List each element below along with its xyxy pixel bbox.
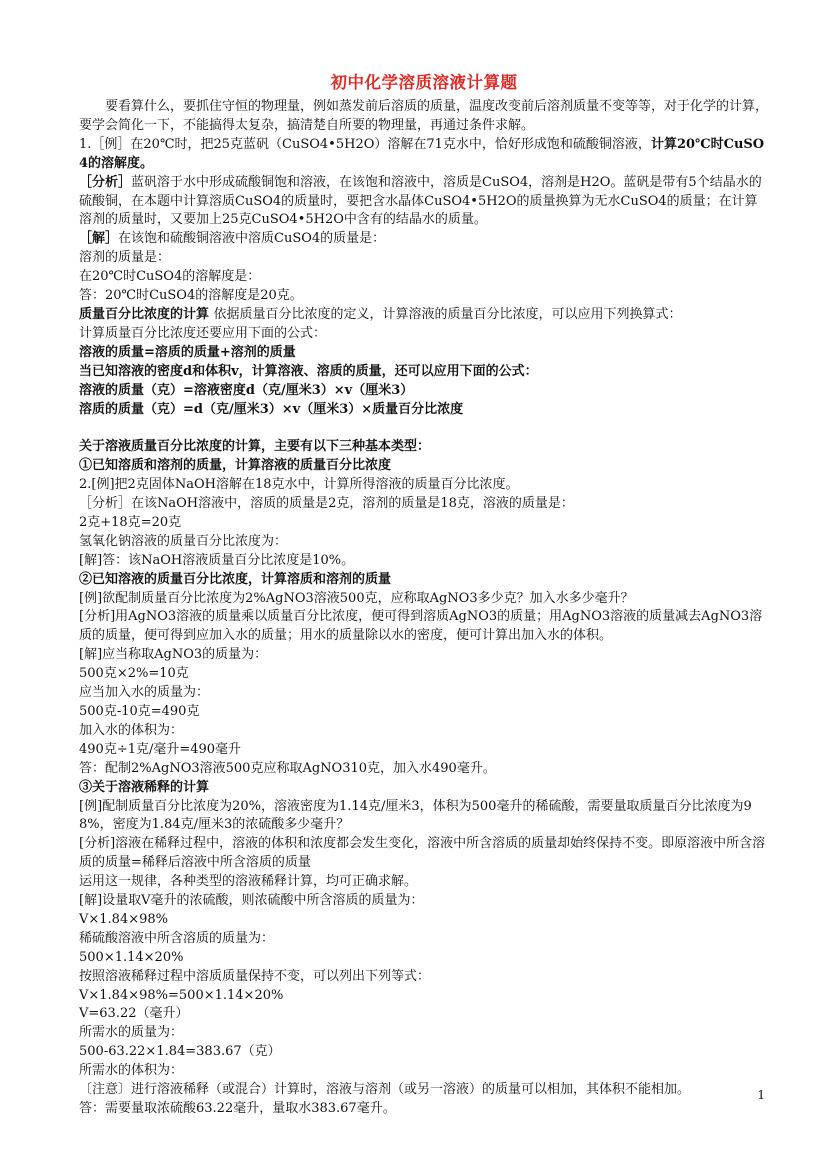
paragraph-line: 溶质的质量（克）=d（克/厘米3）×v（厘米3）×质量百分比浓度	[79, 401, 464, 417]
paragraph-line: [例]配制质量百分比浓度为20%，溶液密度为1.14克/厘米3，体积为500毫升的稀硫酸，需要量取质量百分比浓度为98%，密度为1.84克/厘米3的浓硫酸多少毫升？	[79, 798, 752, 833]
paragraph-line: ②已知溶液的质量百分比浓度，计算溶质和溶剂的质量	[79, 571, 392, 587]
paragraph-line: 1.［例］在20℃时，把25克蓝矾（CuSO4•5H2O）溶解在71克水中，恰好形成饱和硫酸铜溶液，计算20℃时CuSO4的溶解度。	[79, 136, 765, 171]
paragraph-line: 质量百分比浓度的计算 依据质量百分比浓度的定义，计算溶液的质量百分比浓度，可以应用下列换算式：	[79, 306, 682, 322]
paragraph-line: 所需水的质量为：	[79, 1025, 184, 1041]
paragraph-line: 2.[例]把2克固体NaOH溶解在18克水中，计算所得溶液的质量百分比浓度。	[79, 477, 519, 493]
paragraph-line: V×1.84×98%	[79, 911, 169, 927]
paragraph-line: 在20℃时CuSO4的溶解度是：	[79, 269, 261, 285]
paragraph-line: 应当加入水的质量为：	[79, 685, 210, 701]
paragraph-line: 稀硫酸溶液中所含溶质的质量为：	[79, 930, 275, 946]
document-page	[79, 72, 769, 1119]
paragraph-line: ［解］在该饱和硫酸铜溶液中溶质CuSO4的质量是：	[79, 231, 386, 247]
paragraph-line: 500克-10克=490克	[79, 703, 200, 719]
paragraph-line: 计算质量百分比浓度还要应用下面的公式：	[79, 325, 327, 341]
paragraph-line: 按照溶液稀释过程中溶质质量保持不变，可以列出下列等式：	[79, 968, 431, 984]
paragraph-line: ［分析］在该NaOH溶液中，溶质的质量是2克，溶剂的质量是18克，溶液的质量是：	[79, 496, 574, 512]
paragraph-line: 〔注意〕进行溶液稀释（或混合）计算时，溶液与溶剂（或另一溶液）的质量可以相加，其体积不能相加。	[79, 1082, 691, 1098]
paragraph-line: 关于溶液质量百分比浓度的计算，主要有以下三种基本类型：	[79, 439, 431, 455]
paragraph-line: V×1.84×98%=500×1.14×20%	[79, 987, 284, 1003]
bold-lead: ［分析］	[79, 174, 132, 190]
paragraph-line: [分析]溶液在稀释过程中，溶液的体积和浓度都会发生变化，溶液中所含溶质的质量却始终保持不变。即原溶液中所含溶质的质量=稀释后溶液中所含溶质的质量	[79, 836, 766, 871]
bold-tail: 计算20℃时CuSO4的溶解度。	[79, 136, 765, 171]
paragraph-line: 当已知溶液的密度d和体积v，计算溶液、溶质的质量，还可以应用下面的公式：	[79, 363, 538, 379]
paragraph-line: 490克÷1克/毫升=490毫升	[79, 741, 242, 757]
paragraph-line: [解]应当称取AgNO3的质量为：	[79, 647, 268, 663]
paragraph-line: [解]设量取V毫升的浓硫酸，则浓硫酸中所含溶质的质量为：	[79, 893, 424, 909]
bold-lead: 质量百分比浓度的计算	[79, 306, 214, 322]
paragraph-line: ①已知溶质和溶剂的质量，计算溶液的质量百分比浓度	[79, 458, 392, 474]
paragraph-line: 氢氧化钠溶液的质量百分比浓度为：	[79, 533, 288, 549]
blank-line	[79, 419, 769, 438]
paragraph-line: 答：20℃时CuSO4的溶解度是20克。	[79, 288, 303, 304]
paragraph-line: 答：需要量取浓硫酸63.22毫升，量取水383.67毫升。	[79, 1101, 396, 1117]
paragraph-line: 答：配制2%AgNO3溶液500克应称取AgNO310克，加入水490毫升。	[79, 760, 496, 776]
bold-lead: ［解］	[79, 231, 119, 247]
paragraph-line: 溶液的质量（克）=溶液密度d（克/厘米3）×v（厘米3）	[79, 382, 414, 398]
paragraph-line: ［分析］蓝矾溶于水中形成硫酸铜饱和溶液，在该饱和溶液中，溶质是CuSO4，溶剂是H2O。蓝矾是带有5个结晶水的硫酸铜，在本题中计算溶质CuSO4的质量时，要把含水晶体CuSO4•5H2O的质量换算为无水CuSO4的质量；在计算溶剂的质量时，又要加上25克CuSO4•5H2O中含有的结晶水的质量。	[79, 174, 762, 228]
document-body	[79, 98, 769, 1119]
paragraph-line: 2克+18克=20克	[79, 514, 182, 530]
paragraph-line: V=63.22（毫升）	[79, 1006, 189, 1022]
document-title: 初中化学溶质溶液计算题	[330, 73, 518, 92]
paragraph-line: 要看算什么，要抓住守恒的物理量，例如蒸发前后溶质的质量，温度改变前后溶剂质量不变等等，对于化学的计算，要学会简化一下，不能搞得太复杂，搞清楚自所要的物理量，再通过条件求解。	[79, 99, 769, 133]
paragraph-line: [例]欲配制质量百分比浓度为2%AgNO3溶液500克，应称取AgNO3多少克？加入水多少毫升？	[79, 590, 634, 606]
page-number: 1	[757, 1088, 765, 1102]
paragraph-line: 溶液的质量=溶质的质量+溶剂的质量	[79, 344, 296, 360]
paragraph-line: 500克×2%=10克	[79, 666, 189, 682]
paragraph-line: [分析]用AgNO3溶液的质量乘以质量百分比浓度，便可得到溶质AgNO3的质量；用AgNO3溶液的质量减去AgNO3溶质的质量，便可得到应加入水的质量；用水的质量除以水的密度，便可计算出加入水的体积。	[79, 609, 763, 644]
paragraph-line: 运用这一规律，各种类型的溶液稀释计算，均可正确求解。	[79, 874, 418, 890]
paragraph-line: ③关于溶液稀释的计算	[79, 779, 210, 795]
paragraph-line: 500-63.22×1.84=383.67（克）	[79, 1044, 281, 1060]
paragraph-line: 溶剂的质量是：	[79, 250, 171, 266]
paragraph-line: [解]答：该NaOH溶液质量百分比浓度是10%。	[79, 552, 355, 568]
paragraph-line: 加入水的体积为：	[79, 722, 184, 738]
paragraph-line: 500×1.14×20%	[79, 949, 184, 965]
paragraph-line: 所需水的体积为：	[79, 1063, 184, 1079]
